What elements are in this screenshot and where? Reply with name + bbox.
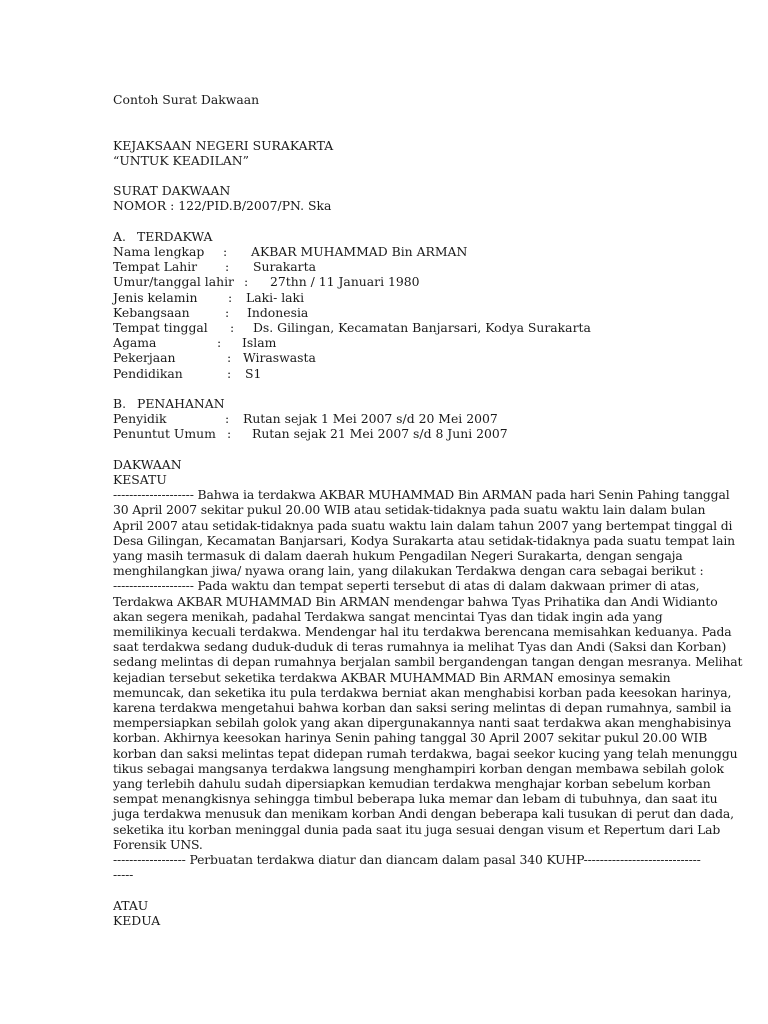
terdakwa-row — [113, 305, 668, 320]
terdakwa-row — [113, 366, 668, 381]
body-line: mempersiapkan sebilah golok yang akan dipergunakannya nanti saat terdakwa akan menghabisinya — [113, 715, 732, 731]
penahanan-colon: : — [227, 426, 232, 442]
terdakwa-key: Pendidikan — [113, 365, 183, 381]
body-line: sedang melintas di depan rumahnya berjalan sambil bergandengan tangan dengan mesranya. Melihat — [113, 654, 743, 670]
terdakwa-value: Laki- laki — [246, 289, 305, 305]
terdakwa-key: Pekerjaan — [113, 350, 176, 366]
terdakwa-colon: : — [217, 335, 222, 351]
kedua-heading: KEDUA — [113, 912, 161, 928]
terdakwa-row — [113, 290, 668, 305]
dakwaan-heading: DAKWAAN — [113, 456, 182, 472]
terdakwa-value: Wiraswasta — [243, 350, 316, 366]
terdakwa-row — [113, 320, 668, 335]
penahanan-value: Rutan sejak 1 Mei 2007 s/d 20 Mei 2007 — [243, 411, 498, 427]
terdakwa-value: Ds. Gilingan, Kecamatan Banjarsari, Kodya Surakarta — [253, 319, 591, 335]
terdakwa-colon: : — [230, 319, 235, 335]
terdakwa-key: Nama lengkap — [113, 243, 205, 259]
section-b-number: B. — [113, 395, 127, 411]
body-line: karena terdakwa mengetahui bahwa korban dan saksi sering melintas di depan rumahnya, sambil ia — [113, 700, 732, 716]
kesatu-heading: KESATU — [113, 471, 167, 487]
terdakwa-value: Indonesia — [247, 304, 309, 320]
terdakwa-key: Tempat tinggal — [113, 319, 208, 335]
penahanan-key: Penuntut Umum — [113, 426, 216, 442]
terdakwa-colon: : — [228, 289, 233, 305]
body-line: tikus sebagai mangsanya terdakwa langsung menghampiri korban dengan membawa sebilah golok — [113, 760, 724, 776]
body-line: sempat menangkisnya sehingga timbul beberapa luka memar dan lebam di tubuhnya, dan saat itu — [113, 791, 718, 807]
dakwaan-body — [113, 487, 743, 883]
terdakwa-value: Islam — [242, 335, 277, 351]
body-line: Desa Gilingan, Kecamatan Banjarsari, Kodya Surakarta atau setidak-tidaknya pada suatu tempat lain — [113, 532, 735, 548]
terdakwa-key: Agama — [113, 335, 157, 351]
section-b-title: PENAHANAN — [137, 395, 225, 411]
penahanan-colon: : — [225, 411, 230, 427]
terdakwa-row — [113, 350, 668, 365]
body-line: saat terdakwa sedang duduk-duduk di teras rumahnya ia melihat Tyas dan Andi (Saksi dan Korban) — [113, 639, 727, 655]
section-b-heading — [113, 396, 668, 411]
body-line: -------------------- Bahwa ia terdakwa AKBAR MUHAMMAD Bin ARMAN pada hari Senin Pahing tanggal — [113, 487, 730, 503]
body-line: Terdakwa AKBAR MUHAMMAD Bin ARMAN mendengar bahwa Tyas Prihatika dan Andi Widianto — [113, 593, 718, 609]
document-title: Contoh Surat Dakwaan — [113, 92, 260, 107]
body-line: memilikinya kecuali terdakwa. Mendengar hal itu terdakwa berencana memisahkan keduanya. Pada — [113, 624, 732, 640]
body-line: akan segera menikah, padahal Terdakwa sangat mencintai Tyas dan tidak ingin ada yang — [113, 608, 663, 624]
body-line: April 2007 atau setidak-tidaknya pada suatu waktu lain dalam tahun 2007 yang bertempat tinggal di — [113, 517, 733, 533]
terdakwa-row — [113, 335, 668, 350]
penahanan-value: Rutan sejak 21 Mei 2007 s/d 8 Juni 2007 — [252, 426, 508, 442]
letter-title: SURAT DAKWAAN — [113, 183, 231, 199]
terdakwa-colon: : — [244, 274, 249, 290]
terdakwa-row — [113, 259, 668, 274]
section-a-number: A. — [113, 228, 126, 244]
terdakwa-key: Jenis kelamin — [113, 289, 198, 305]
terdakwa-row — [113, 244, 668, 259]
terdakwa-table — [113, 244, 668, 381]
body-line: yang masih termasuk di dalam daerah hukum Pengadilan Negeri Surakarta, dengan sengaja — [113, 548, 683, 563]
body-line: korban. Akhirnya keesokan harinya Senin pahing tanggal 30 April 2007 sekitar pukul 20.00 WIB — [113, 730, 708, 746]
terdakwa-key: Umur/tanggal lahir — [113, 274, 234, 290]
penahanan-table — [113, 411, 668, 441]
body-line: ----- — [113, 867, 134, 883]
body-line: juga terdakwa menusuk dan menikam korban Andi dengan beberapa kali tusukan di perut dan dada, — [113, 806, 734, 822]
letter-number: NOMOR : 122/PID.B/2007/PN. Ska — [113, 198, 332, 214]
terdakwa-value: Surakarta — [253, 259, 316, 275]
body-line: Forensik UNS. — [113, 836, 203, 852]
body-line: menghilangkan jiwa/ nyawa orang lain, yang dilakukan Terdakwa dengan cara sebagai berikut : — [113, 563, 704, 579]
body-line: kejadian tersebut seketika terdakwa AKBAR MUHAMMAD Bin ARMAN emosinya semakin — [113, 669, 671, 685]
section-a-title: TERDAKWA — [137, 228, 213, 244]
terdakwa-colon: : — [227, 350, 232, 366]
body-line: memuncak, dan seketika itu pula terdakwa berniat akan menghabisi korban pada keesokan harinya, — [113, 684, 732, 700]
terdakwa-colon: : — [225, 259, 230, 275]
penahanan-key: Penyidik — [113, 411, 167, 427]
section-a-heading — [113, 229, 668, 244]
office-motto: “UNTUK KEADILAN” — [113, 152, 249, 168]
penahanan-row — [113, 411, 668, 426]
terdakwa-key: Tempat Lahir — [113, 259, 198, 275]
terdakwa-value: 27thn / 11 Januari 1980 — [270, 274, 420, 290]
body-line: korban dan saksi melintas tepat didepan rumah terdakwa, bagai seekor kucing yang telah menunggu — [113, 745, 738, 761]
terdakwa-value: S1 — [245, 365, 262, 381]
body-line: yang terlebih dahulu sudah dipersiapkan kemudian terdakwa menghajar korban sebelum korban — [113, 776, 711, 792]
body-line: -------------------- Pada waktu dan tempat seperti tersebut di atas di dalam dakwaan primer di atas, — [113, 578, 700, 594]
terdakwa-colon: : — [225, 304, 230, 320]
body-line: 30 April 2007 sekitar pukul 20.00 WIB atau setidak-tidaknya pada suatu waktu lain dalam bulan — [113, 502, 706, 518]
body-line: ------------------ Perbuatan terdakwa diatur dan diancam dalam pasal 340 KUHP----------------------------- — [113, 852, 701, 868]
penahanan-row — [113, 426, 668, 441]
terdakwa-colon: : — [227, 365, 232, 381]
atau-heading: ATAU — [113, 897, 149, 913]
office-name: KEJAKSAAN NEGERI SURAKARTA — [113, 137, 334, 153]
terdakwa-key: Kebangsaan — [113, 304, 190, 320]
body-line: seketika itu korban meninggal dunia pada saat itu juga sesuai dengan visum et Repertum dari Lab — [113, 821, 721, 837]
terdakwa-colon: : — [223, 243, 228, 259]
terdakwa-value: AKBAR MUHAMMAD Bin ARMAN — [251, 243, 468, 259]
terdakwa-row — [113, 274, 668, 289]
